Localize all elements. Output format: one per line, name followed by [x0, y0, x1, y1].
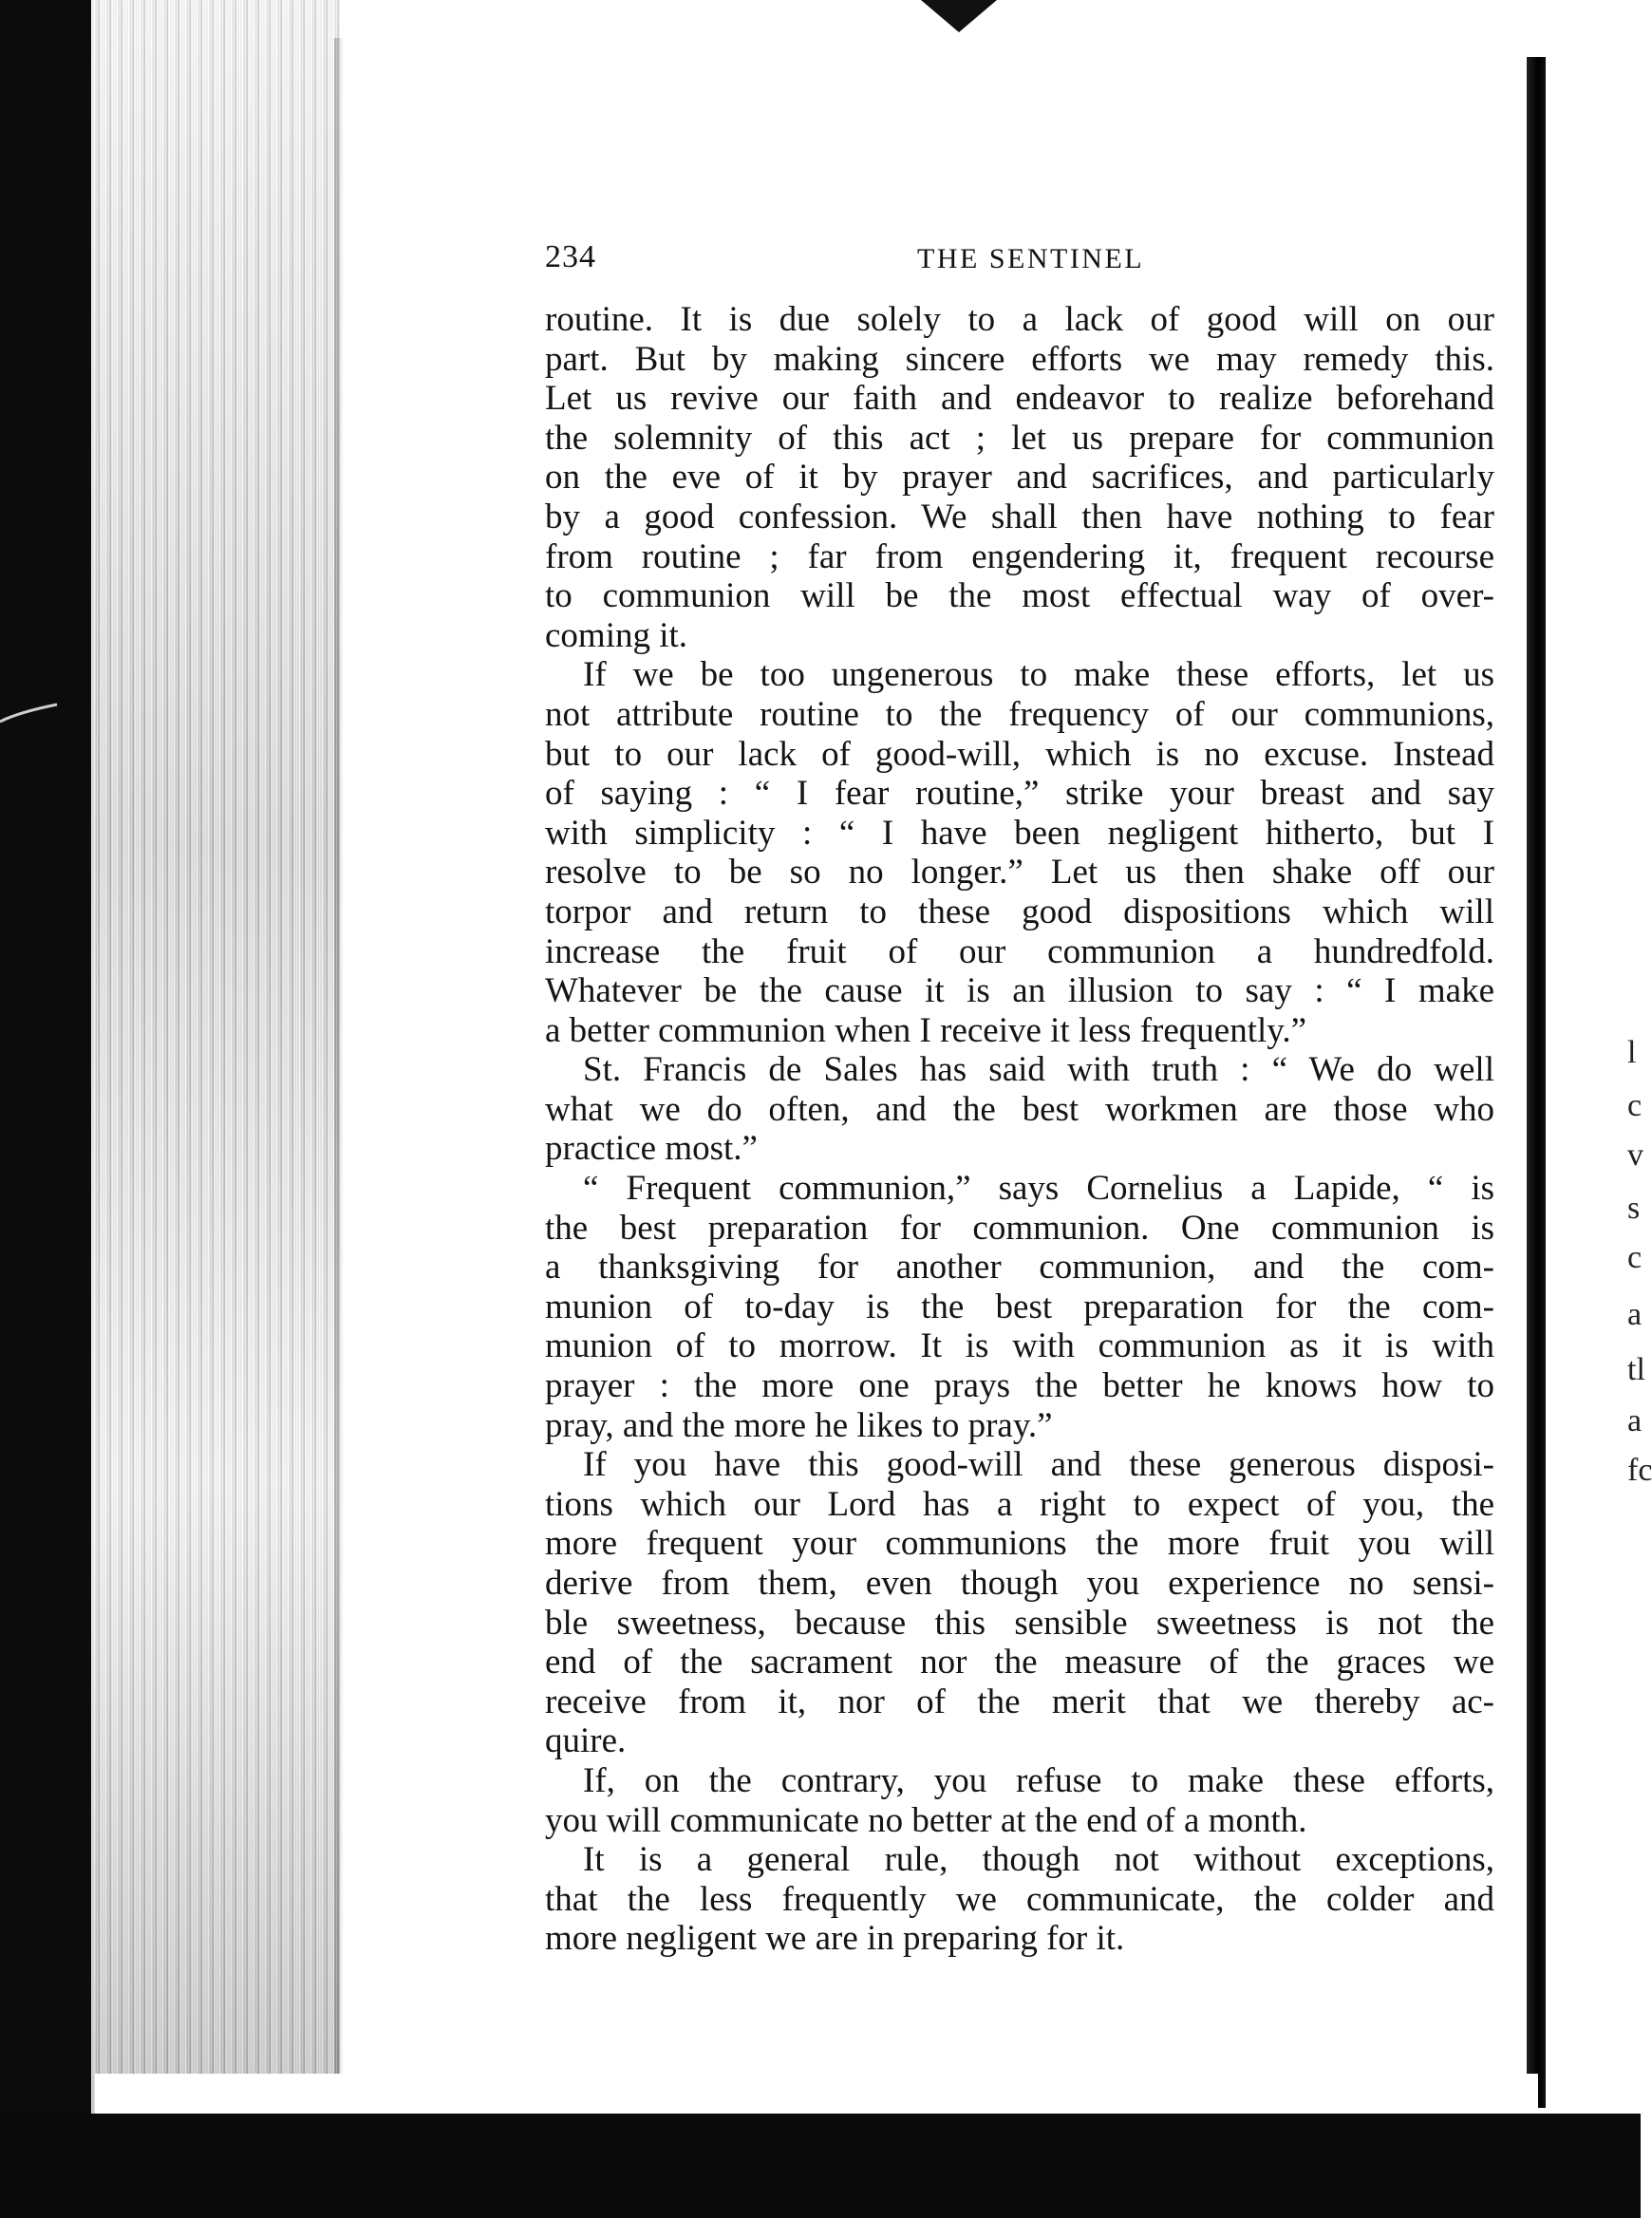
paragraph — [545, 300, 1494, 655]
facing-page-fragment: c — [1627, 1240, 1643, 1275]
page-number: 234 — [545, 239, 596, 274]
text-line: tions which our Lord has a right to expect of you, the — [545, 1484, 1494, 1524]
text-line: “ Frequent communion,” says Cornelius a Lapide, “ is — [583, 1169, 1494, 1209]
book-gutter — [1527, 57, 1546, 2108]
text-line: quire. — [545, 1721, 627, 1761]
text-line: If, on the contrary, you refuse to make these efforts, — [583, 1760, 1494, 1800]
text-line: a thanksgiving for another communion, and the com- — [545, 1248, 1494, 1288]
facing-page-fragment: v — [1627, 1137, 1643, 1173]
facing-page-fragment: tl — [1627, 1352, 1645, 1387]
text-line: munion of to-day is the best preparation for the com- — [545, 1287, 1494, 1326]
paragraph — [545, 655, 1494, 1050]
page-corner-curl — [0, 684, 57, 760]
text-line: practice most.” — [545, 1129, 758, 1169]
paragraph — [545, 1445, 1494, 1761]
paragraph — [545, 1050, 1494, 1169]
facing-page-fragment: a — [1627, 1297, 1643, 1332]
text-line: routine. It is due solely to a lack of good will on our — [545, 300, 1494, 339]
top-bookmark-mark — [921, 0, 997, 32]
text-line: on the eve of it by prayer and sacrifices, and particularly — [545, 458, 1494, 498]
text-line: part. But by making sincere efforts we may remedy this. — [545, 339, 1494, 379]
text-line: end of the sacrament nor the measure of the graces we — [545, 1643, 1494, 1682]
text-line: It is a general rule, though not without exceptions, — [583, 1840, 1494, 1880]
body-text — [545, 300, 1494, 1959]
facing-page-fragment: l — [1627, 1035, 1637, 1070]
text-line: resolve to be so no longer.” Let us then shake off our — [545, 853, 1494, 893]
facing-page-fragment: fc — [1627, 1453, 1652, 1488]
scanner-bottom-background — [0, 2114, 1641, 2218]
text-line: pray, and the more he likes to pray.” — [545, 1405, 1053, 1445]
text-line: you will communicate no better at the end of a month. — [545, 1800, 1307, 1840]
text-line: what we do often, and the best workmen are those who — [545, 1089, 1494, 1129]
text-line: coming it. — [545, 615, 688, 655]
facing-page-fragment: s — [1627, 1191, 1641, 1226]
page-edge-shadow — [334, 38, 344, 2115]
text-line: Let us revive our faith and endeavor to realize beforehand — [545, 379, 1494, 419]
text-line: more negligent we are in preparing for it. — [545, 1919, 1125, 1959]
text-line: not attribute routine to the frequency of our communions, — [545, 694, 1494, 734]
facing-page-fragment: a — [1627, 1403, 1643, 1438]
facing-page — [1546, 0, 1641, 2114]
text-line: but to our lack of good-will, which is no excuse. Instead — [545, 734, 1494, 774]
text-line: derive from them, even though you experience no sensi- — [545, 1564, 1494, 1603]
scanner-background — [0, 0, 95, 2218]
text-line: St. Francis de Sales has said with truth : “ We do well — [583, 1050, 1494, 1090]
paragraph — [545, 1761, 1494, 1840]
text-line: of saying : “ I fear routine,” strike your breast and say — [545, 774, 1494, 814]
text-line: by a good confession. We shall then have nothing to fear — [545, 497, 1494, 536]
text-line: receive from it, nor of the merit that we thereby ac- — [545, 1682, 1494, 1721]
text-line: that the less frequently we communicate, the colder and — [545, 1879, 1494, 1919]
page-block-edges — [91, 0, 340, 2115]
text-line: prayer : the more one prays the better he knows how to — [545, 1366, 1494, 1406]
text-line: If we be too ungenerous to make these efforts, let us — [583, 655, 1494, 695]
text-line: torpor and return to these good dispositions which will — [545, 892, 1494, 931]
page-header — [545, 239, 1494, 287]
text-line: Whatever be the cause it is an illusion to say : “ I make — [545, 971, 1494, 1011]
text-line: with simplicity : “ I have been negligent hitherto, but I — [545, 813, 1494, 853]
text-line: the best preparation for communion. One communion is — [545, 1208, 1494, 1248]
text-line: the solemnity of this act ; let us prepare for communion — [545, 418, 1494, 458]
text-line: munion of to morrow. It is with communion as it is with — [545, 1326, 1494, 1366]
text-line: to communion will be the most effectual way of over- — [545, 576, 1494, 616]
paragraph — [545, 1840, 1494, 1959]
running-head: THE SENTINEL — [917, 243, 1145, 274]
text-line: a better communion when I receive it less frequently.” — [545, 1010, 1307, 1050]
text-line: If you have this good-will and these generous disposi- — [583, 1445, 1494, 1485]
text-line: ble sweetness, because this sensible sweetness is not the — [545, 1603, 1494, 1643]
text-line: more frequent your communions the more fruit you will — [545, 1524, 1494, 1564]
text-line: from routine ; far from engendering it, frequent recourse — [545, 536, 1494, 576]
text-line: increase the fruit of our communion a hundredfold. — [545, 931, 1494, 971]
paragraph — [545, 1169, 1494, 1445]
facing-page-fragment: c — [1627, 1088, 1643, 1123]
